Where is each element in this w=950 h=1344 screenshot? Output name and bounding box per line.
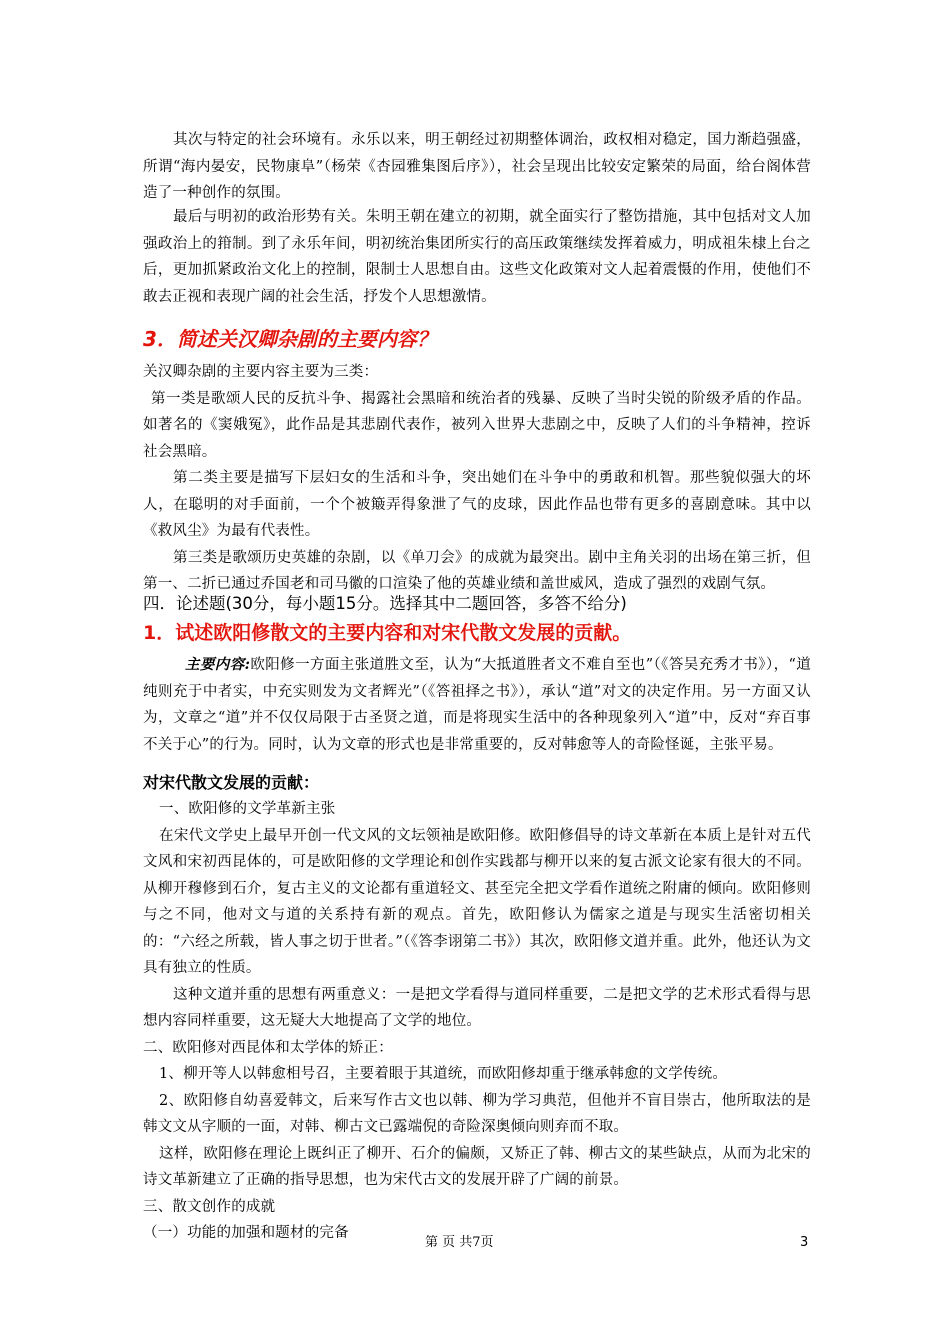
contribution-paragraph-5: 这样，欧阳修在理论上既纠正了柳开、石介的偏颇，又矫正了韩、柳古文的某些缺点，从而为北宋的诗文革新建立了正确的指导思想，也为宋代古文的发展开辟了广阔的前景。 bbox=[143, 1145, 811, 1188]
section-4-title: 四．论述题(30分，每小题15分。选择其中二题回答，多答不给分) bbox=[143, 594, 627, 613]
contribution-title: 对宋代散文发展的贡献： bbox=[143, 773, 320, 792]
question-3-category-2: 第二类主要是描写下层妇女的生活和斗争，突出她们在斗争中的勇敢和机智。那些貌似强大的坏人，在聪明的对手面前，一个个被簸弄得象泄了气的皮球，因此作品也带有更多的喜剧意味。其中以《救风尘》为最有代表性。 bbox=[143, 470, 811, 539]
main-content-text: 欧阳修一方面主张道胜文至，认为“大抵道胜者文不难自至也”（《答吴充秀才书》），“道纯则充于中者实，中充实则发为文者辉光”（《答祖择之书》），承认“道”对文的决定作用。另一方面又认为，文章之“道”并不仅仅局限于古圣贤之道，而是将现实生活中的各种现象列入“道”中，反对“弃百事不关于心”的行为。同时，认为文章的形式也是非常重要的，反对韩愈等人的奇险怪诞，主张平易。 bbox=[143, 657, 811, 753]
paragraph-political-situation: 最后与明初的政治形势有关。朱明王朝在建立的初期，就全面实行了整饬措施，其中包括对文人加强政治上的箝制。到了永乐年间，明初统治集团所实行的高压政策继续发挥着威力，明成祖朱棣上台之后，更加抓紧政治文化上的控制，限制士人思想自由。这些文化政策对文人起着震慑的作用，使他们不敢去正视和表现广阔的社会生活，抒发个人思想激情。 bbox=[143, 209, 811, 305]
essay-1-title: 1．试述欧阳修散文的主要内容和对宋代散文发展的贡献。 bbox=[143, 622, 632, 644]
contribution-heading-3-1: （一）功能的加强和题材的完备 bbox=[143, 1225, 349, 1241]
question-3-answer bbox=[143, 359, 811, 598]
question-3-block bbox=[143, 324, 811, 354]
contribution-body bbox=[143, 796, 811, 1247]
essay-1-main-content bbox=[143, 652, 811, 758]
question-3-title: 3．简述关汉卿杂剧的主要内容？ bbox=[143, 327, 437, 351]
question-3-intro: 关汉卿杂剧的主要内容主要为三类： bbox=[143, 364, 379, 380]
question-3-category-3: 第三类是歌颂历史英雄的杂剧，以《单刀会》的成就为最突出。剧中主角关羽的出场在第三折，但第一、二折已通过乔国老和司马徽的口渲染了他的英雄业绩和盖世威风，造成了强烈的戏剧气氛。 bbox=[143, 549, 811, 592]
page-footer-count: 第 页 共7页 bbox=[425, 1235, 494, 1250]
contribution-heading-2: 二、欧阳修对西昆体和太学体的矫正： bbox=[143, 1039, 393, 1056]
contribution-paragraph-2: 这种文道并重的思想有两重意义：一是把文学看得与道同样重要，二是把文学的艺术形式看得与思想内容同样重要，这无疑大大地提高了文学的地位。 bbox=[143, 986, 811, 1029]
contribution-paragraph-1: 在宋代文学史上最早开创一代文风的文坛领袖是欧阳修。欧阳修倡导的诗文革新在本质上是针对五代文风和宋初西昆体的，可是欧阳修的文学理论和创作实践都与柳开以来的复古派文论家有很大的不同。从柳开穆修到石介，复古主义的文论都有重道轻文、甚至完全把文学看作道统之附庸的倾向。欧阳修则与之不同，他对文与道的关系持有新的观点。首先，欧阳修认为儒家之道是与现实生活密切相关的：“六经之所载，皆人事之切于世者。”（《答李诩第二书》）其次，欧阳修文道并重。此外，他还认为文具有独立的性质。 bbox=[143, 827, 811, 976]
contribution-paragraph-3: 1、柳开等人以韩愈相号召，主要着眼于其道统，而欧阳修却重于继承韩愈的文学传统。 bbox=[159, 1066, 728, 1082]
contribution-paragraph-4: 2、欧阳修自幼喜爱韩文，后来写作古文也以韩、柳为学习典范，但他并不盲目崇古，他所取法的是韩文文从字顺的一面，对韩、柳古文已露端倪的奇险深奥倾向则弃而不取。 bbox=[143, 1092, 811, 1135]
section-4-block bbox=[143, 590, 811, 648]
paragraph-block-politics bbox=[143, 204, 811, 310]
question-3-category-1: 第一类是歌颂人民的反抗斗争、揭露社会黑暗和统治者的残暴、反映了当时尖锐的阶级矛盾的作品。如著名的《窦娥冤》，此作品是其悲剧代表作，被列入世界大悲剧之中，反映了人们的斗争精神，控诉社会黑暗。 bbox=[143, 390, 811, 460]
main-content-label: 主要内容: bbox=[185, 656, 251, 673]
paragraph-social-environment: 其次与特定的社会环境有。永乐以来，明王朝经过初期整体调治，政权相对稳定，国力渐趋强盛，所谓“海内晏安，民物康阜”（杨荣《杏园雅集图后序》），社会呈现出比较安定繁荣的局面，给台阁体营造了一种创作的氛围。 bbox=[143, 132, 811, 201]
contribution-heading-1: 一、欧阳修的文学革新主张 bbox=[159, 801, 336, 817]
paragraph-block-environment bbox=[143, 127, 811, 207]
contribution-block bbox=[143, 770, 811, 796]
page-number: 3 bbox=[800, 1235, 809, 1250]
essay-1-main-paragraph bbox=[143, 652, 811, 758]
contribution-heading-3: 三、散文创作的成就 bbox=[143, 1198, 276, 1215]
